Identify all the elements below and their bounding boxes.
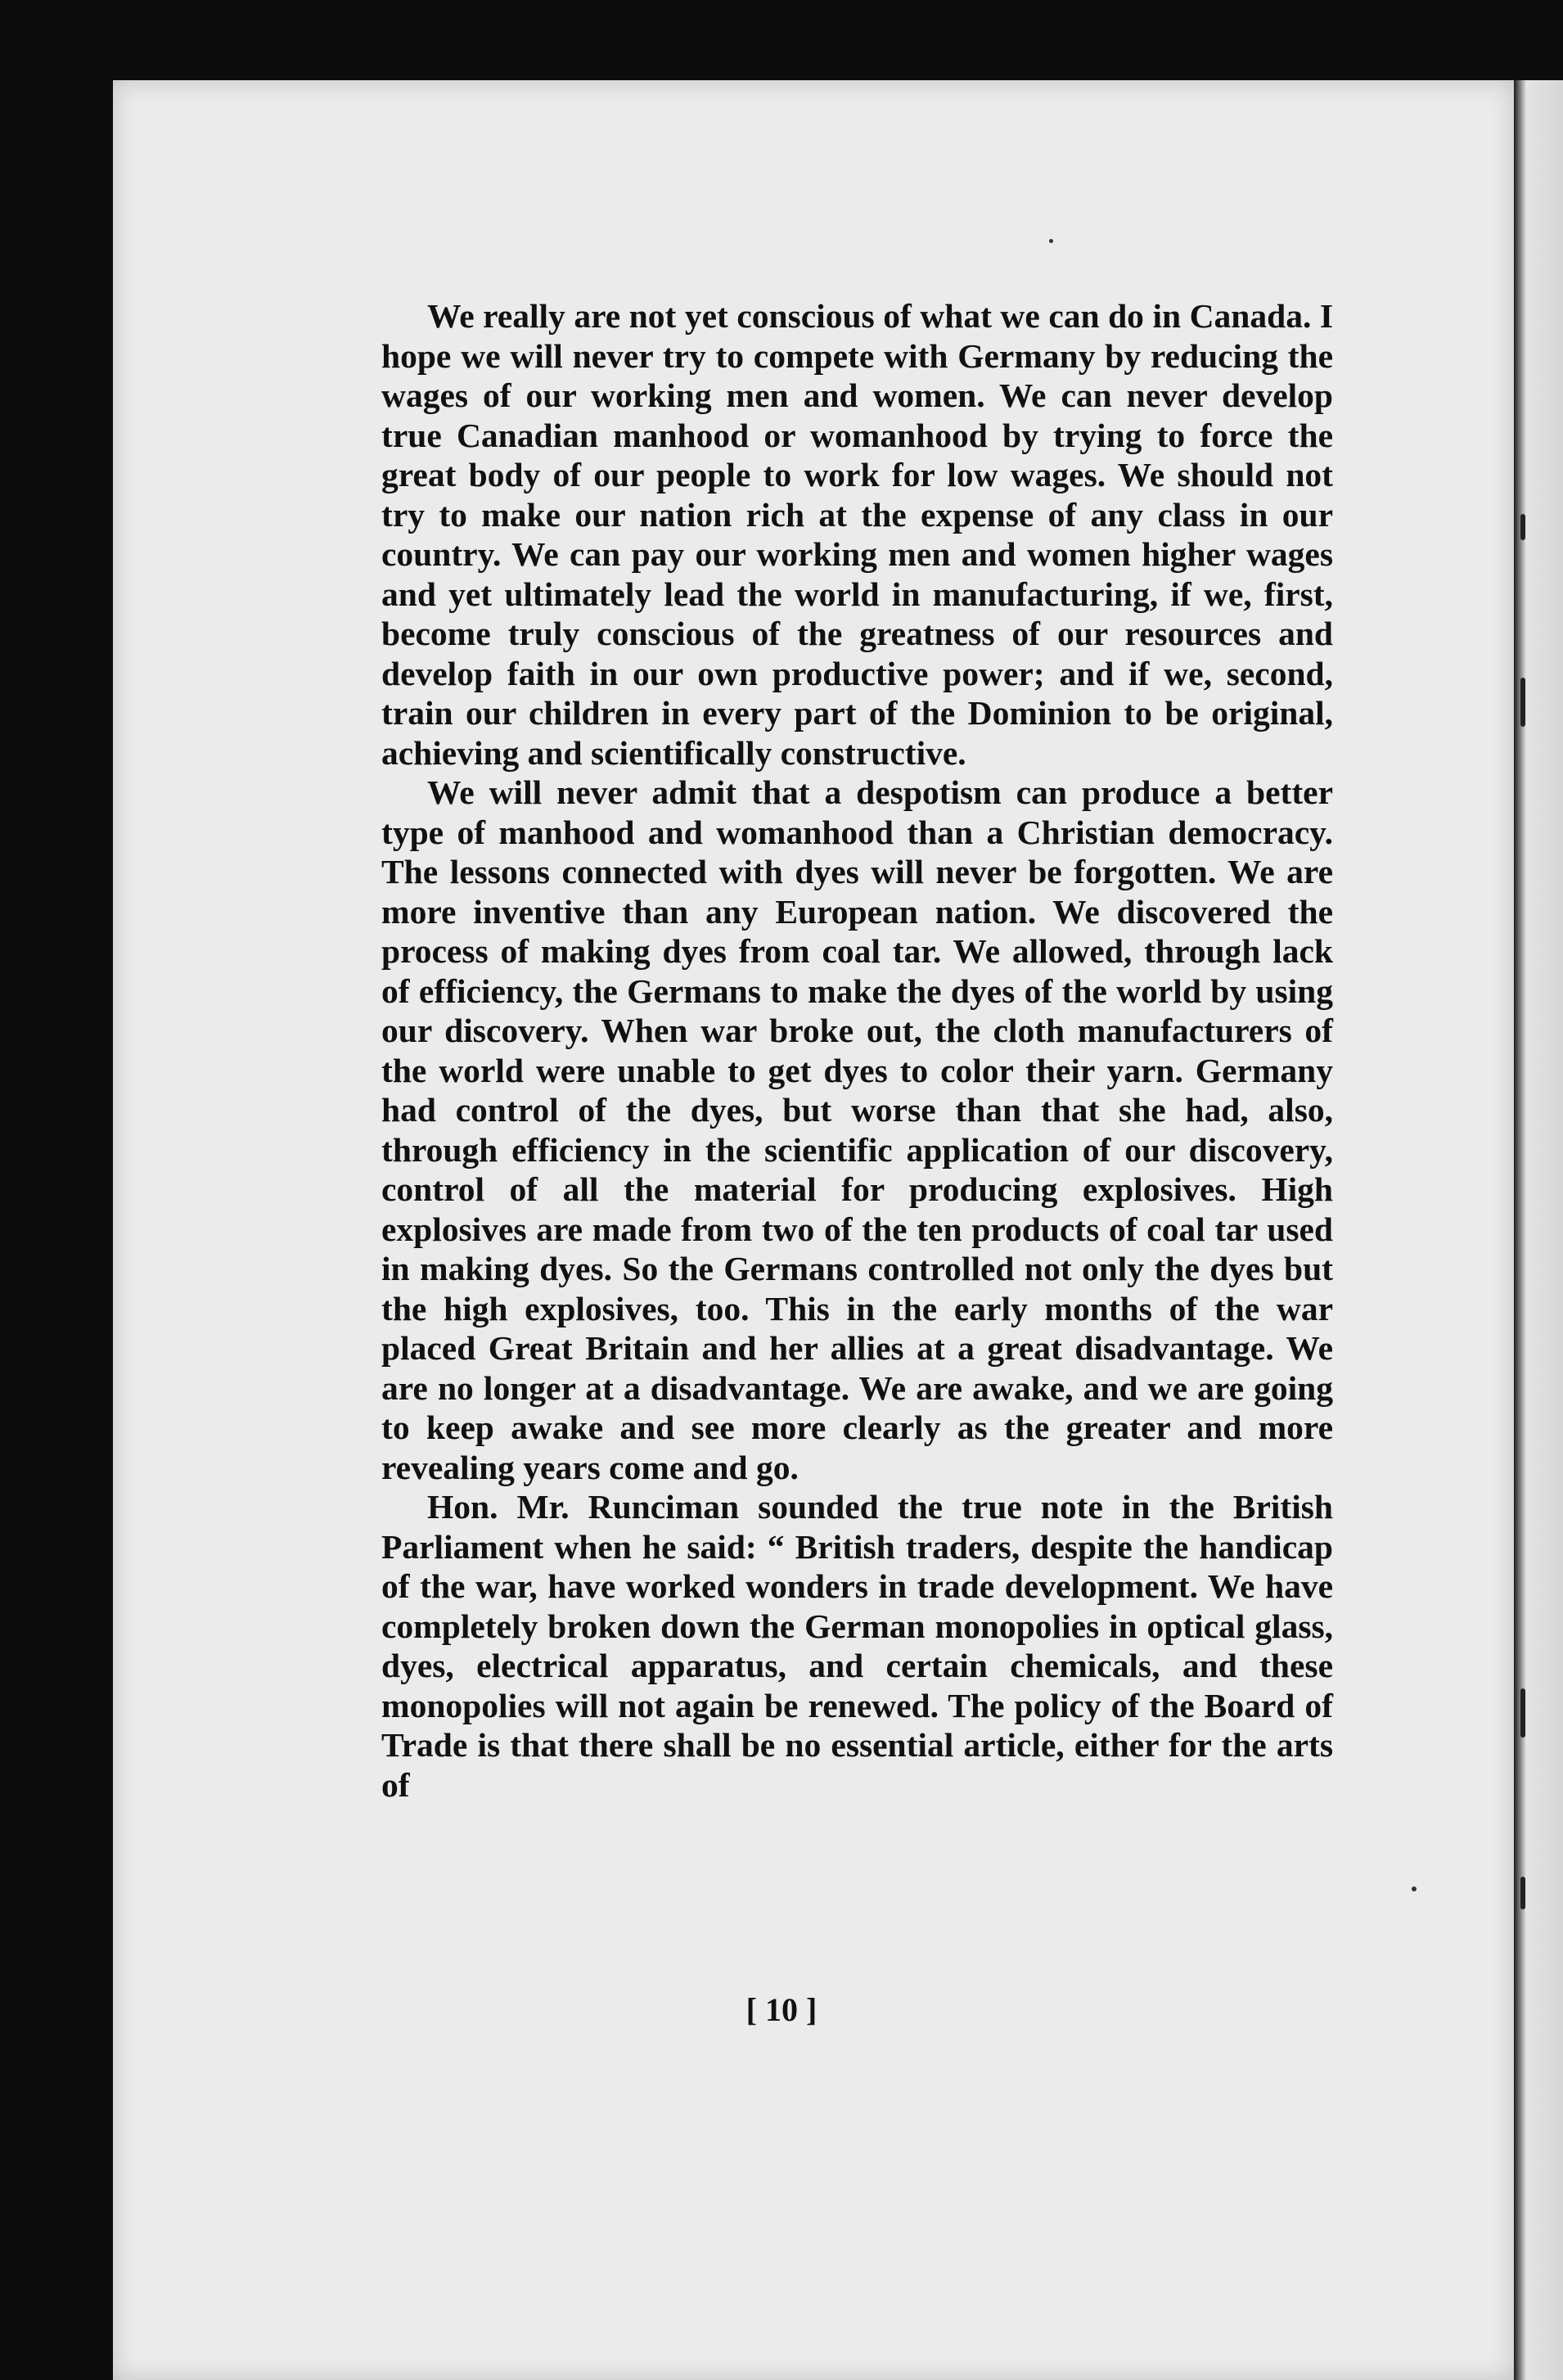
edge-mark <box>1520 1688 1525 1738</box>
edge-mark <box>1520 514 1525 540</box>
paragraph: Hon. Mr. Runciman sounded the true note in the British Parliament when he said: “ British traders, despite the handicap of the war, have worked wonders in trade development. We have completely broken down the German monopolies in optical glass, dyes, electrical apparatus, and certain chemicals, and these monopolies will not again be renewed. The policy of the Board of Trade is that there shall be no essential article, either for the arts of <box>381 1488 1333 1804</box>
scan-speck <box>1049 239 1053 243</box>
paragraph: We really are not yet conscious of what we can do in Canada. I hope we will never try to compete with Germany by reducing the wages of our working men and women. We can never develop true Canadian manhood or womanhood by trying to force the great body of our people to work for low wages. We should not try to make our nation rich at the expense of any class in our country. We can pay our working men and women higher wages and yet ultimately lead the world in manufacturing, if we, first, become truly conscious of the greatness of our resources and develop faith in our own productive power; and if we, second, train our children in every part of the Dominion to be original, achieving and scientifically constructive. <box>381 297 1333 772</box>
scan-speck <box>1412 1886 1417 1891</box>
paragraph: We will never admit that a despotism can produce a better type of manhood and womanhood than a Christian democracy. The lessons connected with dyes will never be forgotten. We are more inventive than any European nation. We discovered the process of making dyes from coal tar. We allowed, through lack of efficiency, the Germans to make the dyes of the world by using our discovery. When war broke out, the cloth manufacturers of the world were unable to get dyes to color their yarn. Germany had control of the dyes, but worse than that she had, also, through efficiency in the scientific application of our discovery, control of all the material for producing explosives. High explosives are made from two of the ten products of coal tar used in making dyes. So the Germans controlled not only the dyes but the high explosives, too. This in the early months of the war placed Great Britain and her allies at a great disadvantage. We are no longer at a disadvantage. We are awake, and we are going to keep awake and see more clearly as the greater and more revealing years come and go. <box>381 773 1333 1486</box>
body-text <box>381 296 1333 1805</box>
page-number: [ 10 ] <box>745 1991 818 2028</box>
edge-mark <box>1520 1877 1525 1909</box>
facing-page-edge <box>1514 80 1563 2380</box>
edge-mark <box>1520 678 1525 727</box>
